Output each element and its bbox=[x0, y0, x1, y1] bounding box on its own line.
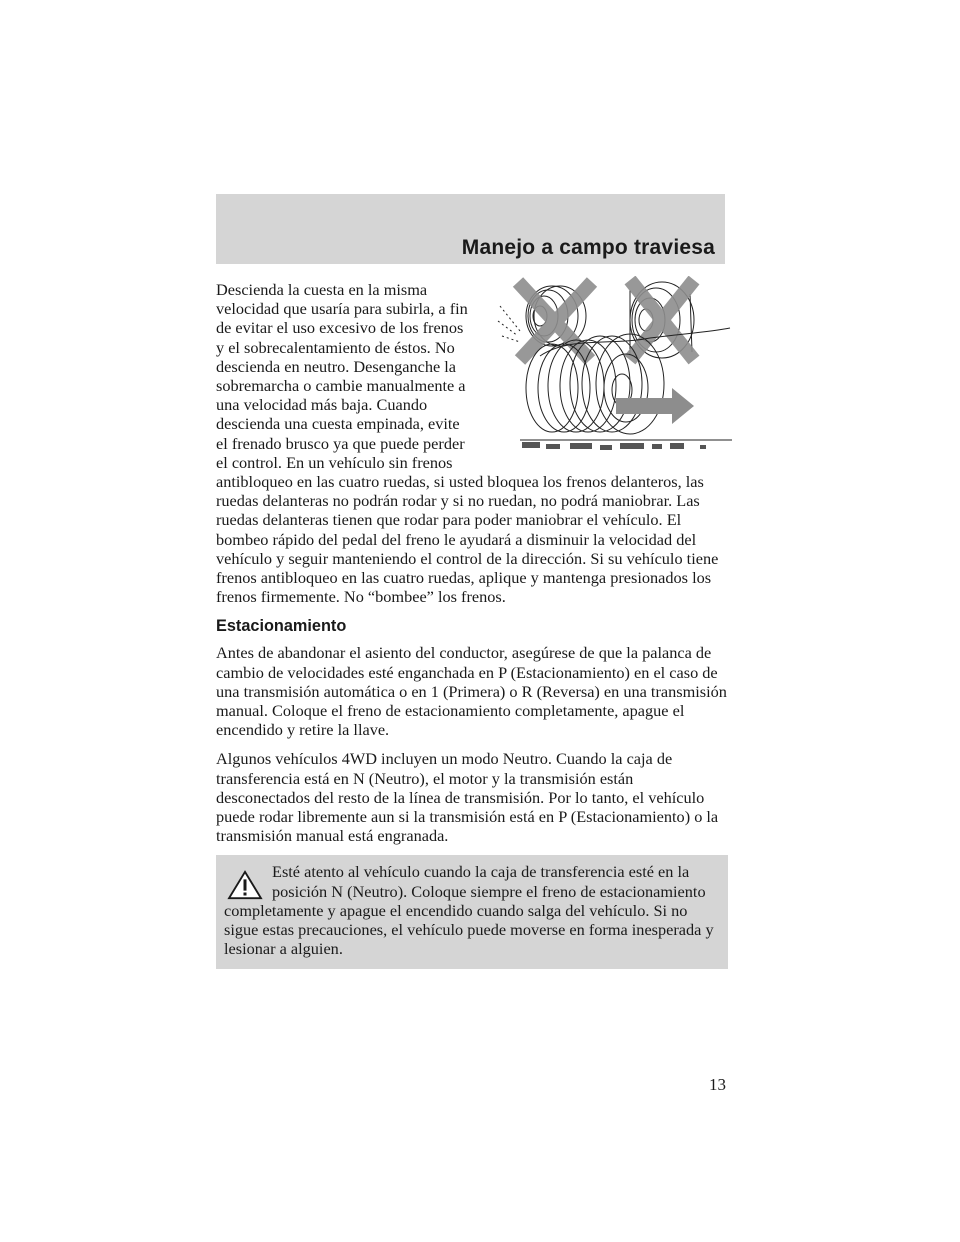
chapter-header bbox=[216, 194, 725, 264]
paragraph-parking: Antes de abandonar el asiento del conductor, asegúrese de que la palanca de cambio de velocidades esté enganchada en P (Estacionamiento) en el caso de una transmisión automática o en 1 (Primera) o R (Reversa) en una transmisión manual. Coloque el freno de estacionamiento completamente, apague el encendido y retire la llave. bbox=[216, 643, 727, 740]
warning-text: Esté atento al vehículo cuando la caja de transferencia esté en la posición N (Neutro). Coloque siempre el freno de estacionamiento completamente y apague el encendido cuando salga del vehículo. Si no sigue estas precauciones, el vehículo puede moverse en forma inesperada y lesionar a alguien. bbox=[224, 862, 714, 959]
warning-box bbox=[216, 855, 728, 968]
paragraph-descent: Descienda la cuesta en la misma velocidad que usaría para subirla, a fin de evitar el uso excesivo de los frenos y el sobrecalentamiento de éstos. No descienda en neutro. Desenganche la sobremarcha o cambie manualmente a una velocidad más baja. Cuando descienda una cuesta empinada, evite el frenado brusco ya que puede perder el control. En un vehículo sin frenos antibloqueo en las cuatro ruedas, si usted bloquea los frenos delanteros, las ruedas delanteras no podrán rodar y si no ruedan, no podrá maniobrar. Las ruedas delanteras tienen que rodar para poder maniobrar el vehículo. El bombeo rápido del pedal del freno le ayudará a disminuir la velocidad del vehículo y seguir manteniendo el control de la dirección. Si su vehículo tiene frenos antibloqueo en las cuatro ruedas, aplique y mantenga presionados los frenos firmemente. No “bombee” los frenos. bbox=[216, 280, 719, 607]
section-heading: Estacionamiento bbox=[216, 617, 347, 636]
paragraph-4wd-neutral: Algunos vehículos 4WD incluyen un modo Neutro. Cuando la caja de transferencia está en N (Neutro), el motor y la transmisión están desconectados del resto de la línea de transmisión. Por lo tanto, el vehículo puede rodar libremente aun si la transmisión está en P (Estacionamiento) o la transmisión manual está engranada. bbox=[216, 749, 719, 846]
tires-descent-illustration bbox=[480, 276, 732, 466]
page-content bbox=[216, 280, 728, 969]
page-number: 13 bbox=[709, 1075, 726, 1094]
chapter-title: Manejo a campo traviesa bbox=[461, 236, 715, 259]
warning-triangle-icon bbox=[226, 870, 264, 900]
